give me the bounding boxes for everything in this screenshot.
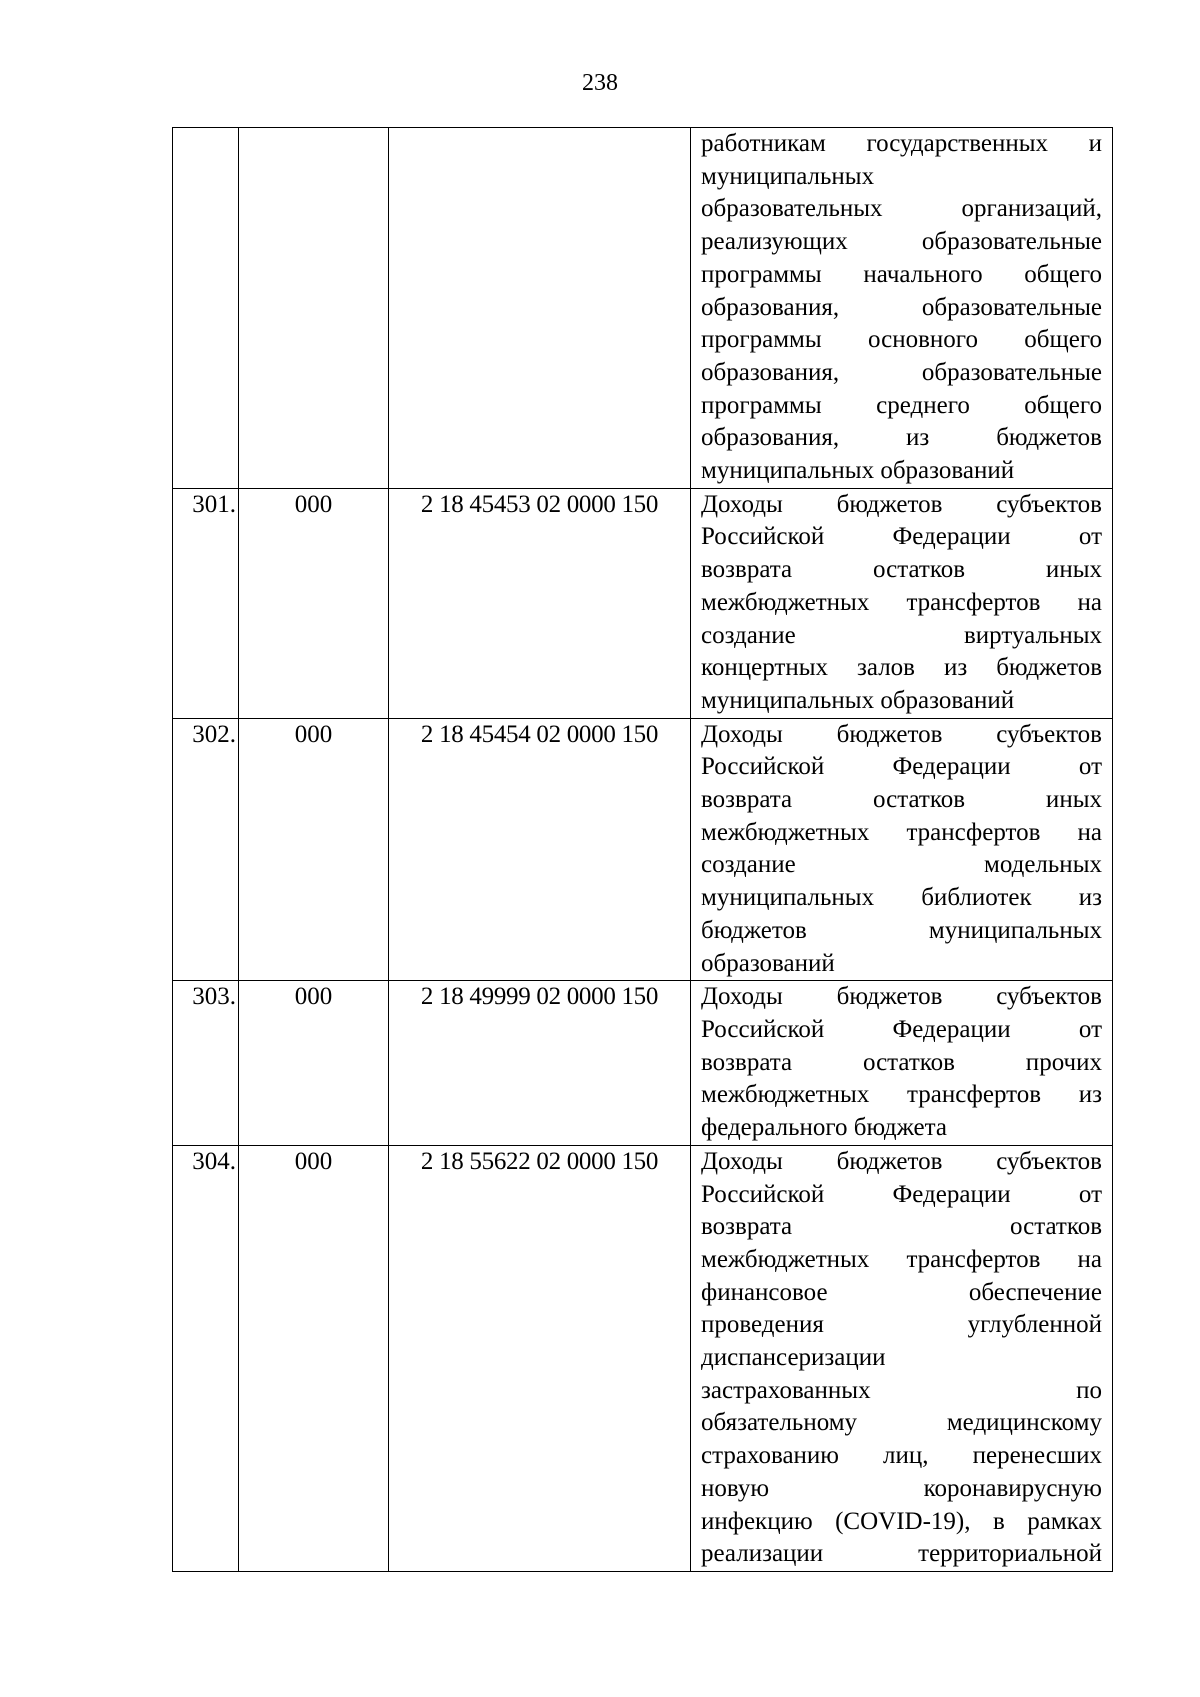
description-cell xyxy=(691,128,1113,489)
description-line: программы среднего общего xyxy=(701,391,1102,419)
budget-classification-code-cell: 2 18 49999 02 0000 150 xyxy=(389,981,691,1146)
description-line: Доходы бюджетов субъектов xyxy=(701,983,1102,1011)
description-line: страхованию лиц, перенесших xyxy=(701,1442,1102,1470)
row-number-cell: 304. xyxy=(173,1145,239,1571)
description-line: новую коронавирусную xyxy=(701,1474,1102,1502)
description-line: работникам государственных и xyxy=(701,130,1102,157)
row-number-cell: 301. xyxy=(173,488,239,718)
budget-classification-code-cell: 2 18 45454 02 0000 150 xyxy=(389,718,691,981)
table-row xyxy=(173,488,1113,718)
description-line: Доходы бюджетов субъектов xyxy=(701,720,1102,748)
description-line: межбюджетных трансфертов на xyxy=(701,588,1102,616)
description-line: обязательному медицинскому xyxy=(701,1409,1102,1437)
admin-code-cell: 000 xyxy=(239,488,389,718)
description-line: Доходы бюджетов субъектов xyxy=(701,490,1102,518)
page-number: 238 xyxy=(582,70,618,96)
budget-classification-code-cell: 2 18 45453 02 0000 150 xyxy=(389,488,691,718)
description-cell xyxy=(691,718,1113,981)
description-line: возврата остатков прочих xyxy=(701,1048,1102,1076)
description-line: проведения углубленной xyxy=(701,1311,1102,1339)
description-line: образования, образовательные xyxy=(701,293,1102,321)
description-line: программы основного общего xyxy=(701,326,1102,354)
description-line: бюджетов муниципальных xyxy=(701,916,1102,944)
description-line: инфекцию (COVID-19), в рамках xyxy=(701,1507,1102,1535)
row-number-cell: 303. xyxy=(173,981,239,1146)
description-line: концертных залов из бюджетов xyxy=(701,654,1102,682)
table-row xyxy=(173,1145,1113,1571)
description-line: Доходы бюджетов субъектов xyxy=(701,1147,1102,1175)
description-line: Российской Федерации от xyxy=(701,1015,1102,1043)
description-line: образования, образовательные xyxy=(701,358,1102,386)
description-line: Российской Федерации от xyxy=(701,1180,1102,1208)
description-line: межбюджетных трансфертов на xyxy=(701,1245,1102,1273)
description-cell xyxy=(691,1145,1113,1571)
description-line: образования, из бюджетов xyxy=(701,424,1102,452)
description-line: федерального бюджета xyxy=(701,1114,947,1142)
description-line: создание модельных xyxy=(701,851,1102,879)
description-line: Российской Федерации от xyxy=(701,753,1102,781)
description-cell xyxy=(691,981,1113,1146)
budget-classification-code-cell xyxy=(389,128,691,489)
description-line: муниципальных образований xyxy=(701,686,1015,714)
description-line: муниципальных xyxy=(701,162,875,190)
admin-code-cell: 000 xyxy=(239,1145,389,1571)
budget-classification-code-cell: 2 18 55622 02 0000 150 xyxy=(389,1145,691,1571)
description-line: диспансеризации xyxy=(701,1344,886,1372)
admin-code-cell: 000 xyxy=(239,718,389,981)
table-body xyxy=(173,128,1113,1572)
description-line: образовательных организаций, xyxy=(701,195,1102,223)
description-line: образований xyxy=(701,949,835,977)
description-line: застрахованных по xyxy=(701,1376,1102,1404)
description-line: межбюджетных трансфертов на xyxy=(701,818,1102,846)
description-line: финансовое обеспечение xyxy=(701,1278,1102,1306)
row-number-cell: 302. xyxy=(173,718,239,981)
description-line: программы начального общего xyxy=(701,260,1102,288)
table-row xyxy=(173,981,1113,1146)
budget-codes-table xyxy=(172,127,1113,1572)
row-number-cell xyxy=(173,128,239,489)
description-line: межбюджетных трансфертов из xyxy=(701,1081,1102,1109)
description-line: Российской Федерации от xyxy=(701,523,1102,551)
description-line: возврата остатков xyxy=(701,1213,1102,1241)
description-line: возврата остатков иных xyxy=(701,556,1102,584)
description-line: реализующих образовательные xyxy=(701,228,1102,256)
table-row xyxy=(173,718,1113,981)
admin-code-cell xyxy=(239,128,389,489)
description-line: муниципальных образований xyxy=(701,457,1015,485)
admin-code-cell: 000 xyxy=(239,981,389,1146)
description-line: реализации территориальной xyxy=(701,1540,1102,1568)
table-row xyxy=(173,128,1113,489)
description-line: создание виртуальных xyxy=(701,621,1102,649)
description-line: муниципальных библиотек из xyxy=(701,884,1102,912)
description-line: возврата остатков иных xyxy=(701,786,1102,814)
description-cell xyxy=(691,488,1113,718)
